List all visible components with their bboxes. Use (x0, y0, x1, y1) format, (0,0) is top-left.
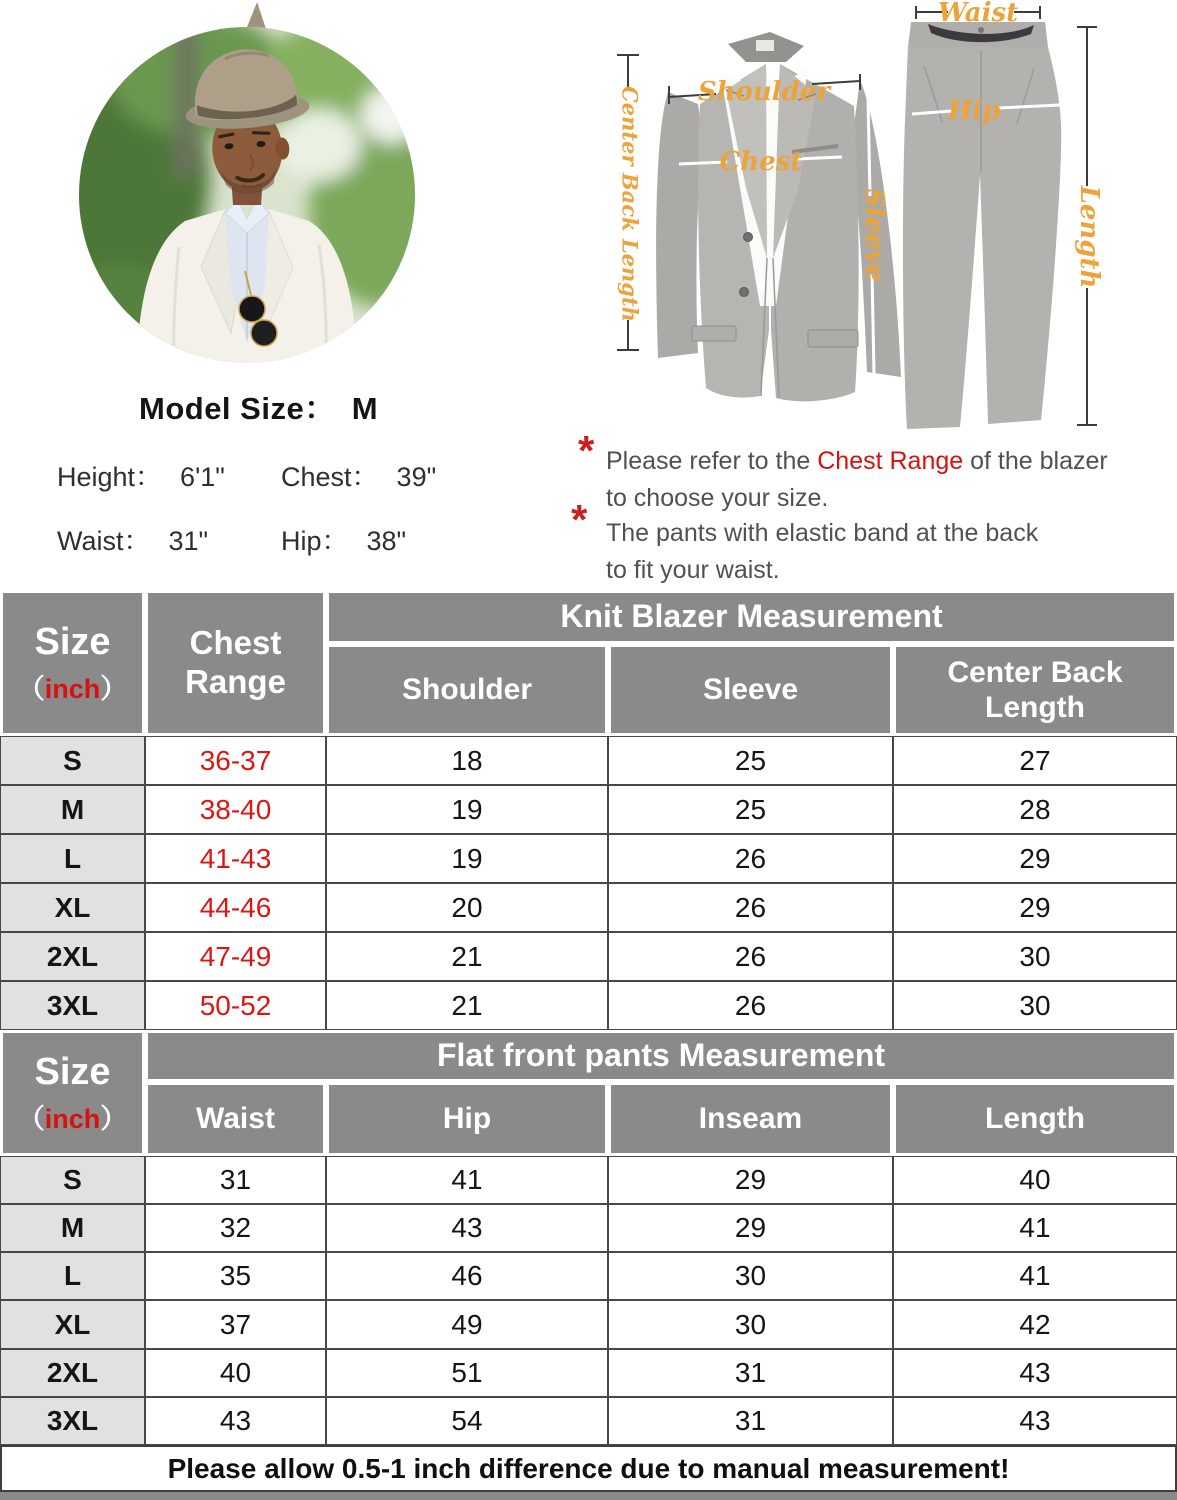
table-cell: 43 (893, 1397, 1177, 1445)
table-cell: 37 (145, 1300, 326, 1348)
pants-size-header: Size （inch） (0, 1030, 145, 1156)
col-header-length: Length (893, 1082, 1177, 1156)
table-cell: 28 (893, 785, 1177, 834)
stat-chest: Chest： 39" (281, 462, 437, 492)
table-cell: 43 (893, 1349, 1177, 1397)
model-size-caption (139, 383, 559, 428)
blazer-size-table (0, 590, 1177, 1030)
table-cell: 19 (326, 834, 608, 883)
table-cell: 46 (326, 1252, 608, 1300)
note-chest-range: Please refer to the Chest Range of the blazer to choose your size. (606, 447, 1108, 512)
table-cell: 36-37 (145, 736, 326, 785)
table-cell: 31 (608, 1349, 893, 1397)
table-cell: 21 (326, 981, 608, 1030)
table-cell: 41 (326, 1156, 608, 1204)
table-cell: 31 (608, 1397, 893, 1445)
diagram-label-shoulder: Shoulder (697, 77, 831, 107)
table-cell: 40 (145, 1349, 326, 1397)
table-cell: 20 (326, 883, 608, 932)
table-cell: 41-43 (145, 834, 326, 883)
chest-range-highlight: Chest Range (817, 447, 964, 475)
table-cell: 29 (893, 834, 1177, 883)
size-cell: S (0, 736, 145, 785)
col-header-hip: Hip (326, 1082, 608, 1156)
table-cell: 27 (893, 736, 1177, 785)
size-cell: S (0, 1156, 145, 1204)
table-cell: 30 (893, 981, 1177, 1030)
asterisk-icon: * (571, 496, 588, 543)
diagram-label-sleeve: Sleeve (859, 188, 889, 282)
col-header-waist: Waist (145, 1082, 326, 1156)
table-cell: 43 (145, 1397, 326, 1445)
table-cell: 21 (326, 932, 608, 981)
table-cell: 29 (893, 883, 1177, 932)
table-cell: 41 (893, 1204, 1177, 1252)
table-cell: 31 (145, 1156, 326, 1204)
col-header-sleeve: Sleeve (608, 644, 893, 736)
model-size-label: Model Size： (139, 391, 336, 426)
size-cell: L (0, 834, 145, 883)
table-cell: 54 (326, 1397, 608, 1445)
stat-hip: Hip： 38" (281, 526, 407, 556)
blazer-left-sleeve (656, 92, 704, 358)
model-stats-row-1 (0, 455, 560, 492)
table-cell: 51 (326, 1349, 608, 1397)
table-cell: 30 (608, 1252, 893, 1300)
table-cell: 42 (893, 1300, 1177, 1348)
table-cell: 26 (608, 981, 893, 1030)
table-cell: 49 (326, 1300, 608, 1348)
col-header-center-back-length: Center Back Length (893, 644, 1177, 736)
table-cell: 18 (326, 736, 608, 785)
table-cell: 29 (608, 1204, 893, 1252)
size-cell: 3XL (0, 1397, 145, 1445)
bottom-bar (0, 1492, 1177, 1500)
model-stats-row-2 (0, 519, 560, 556)
table-cell: 30 (893, 932, 1177, 981)
measurement-tolerance-note: Please allow 0.5-1 inch difference due to manual measurement! (0, 1445, 1177, 1492)
table-cell: 44-46 (145, 883, 326, 932)
table-cell: 47-49 (145, 932, 326, 981)
blazer-size-header: Size （inch） (0, 590, 145, 736)
table-cell: 43 (326, 1204, 608, 1252)
size-cell: M (0, 785, 145, 834)
diagram-label-hip: Hip (947, 96, 1001, 126)
table-cell: 32 (145, 1204, 326, 1252)
model-photo (79, 27, 415, 363)
table-cell: 25 (608, 736, 893, 785)
pants-size-table (0, 1030, 1177, 1445)
stat-waist: Waist： 31" (57, 526, 209, 556)
pants-table-title: Flat front pants Measurement (145, 1030, 1177, 1082)
table-cell: 25 (608, 785, 893, 834)
size-cell: XL (0, 1300, 145, 1348)
table-cell: 30 (608, 1300, 893, 1348)
size-cell: L (0, 1252, 145, 1300)
size-cell: M (0, 1204, 145, 1252)
table-cell: 50-52 (145, 981, 326, 1030)
stat-height: Height： 6'1" (57, 462, 225, 492)
table-cell: 40 (893, 1156, 1177, 1204)
diagram-label-waist: Waist (937, 0, 1019, 28)
table-cell: 26 (608, 932, 893, 981)
model-photo-illustration (79, 27, 415, 363)
model-size-value: M (351, 391, 379, 426)
garment-diagram (570, 0, 1177, 440)
note-elastic-band: The pants with elastic band at the back to fit your waist. (606, 519, 1039, 584)
table-cell: 38-40 (145, 785, 326, 834)
diagram-label-center-back-length: Center Back Length (617, 86, 643, 322)
table-cell: 26 (608, 883, 893, 932)
size-cell: XL (0, 883, 145, 932)
chest-range-header: Chest Range (145, 590, 326, 736)
table-cell: 26 (608, 834, 893, 883)
diagram-label-chest: Chest (719, 147, 803, 177)
size-cell: 2XL (0, 1349, 145, 1397)
pants-illustration (903, 22, 1061, 429)
table-cell: 29 (608, 1156, 893, 1204)
blazer-table-title: Knit Blazer Measurement (326, 590, 1177, 644)
asterisk-icon: * (578, 427, 595, 474)
col-header-inseam: Inseam (608, 1082, 893, 1156)
col-header-shoulder: Shoulder (326, 644, 608, 736)
table-cell: 19 (326, 785, 608, 834)
size-cell: 2XL (0, 932, 145, 981)
size-cell: 3XL (0, 981, 145, 1030)
diagram-label-length: Length (1074, 185, 1104, 289)
table-cell: 41 (893, 1252, 1177, 1300)
table-cell: 35 (145, 1252, 326, 1300)
